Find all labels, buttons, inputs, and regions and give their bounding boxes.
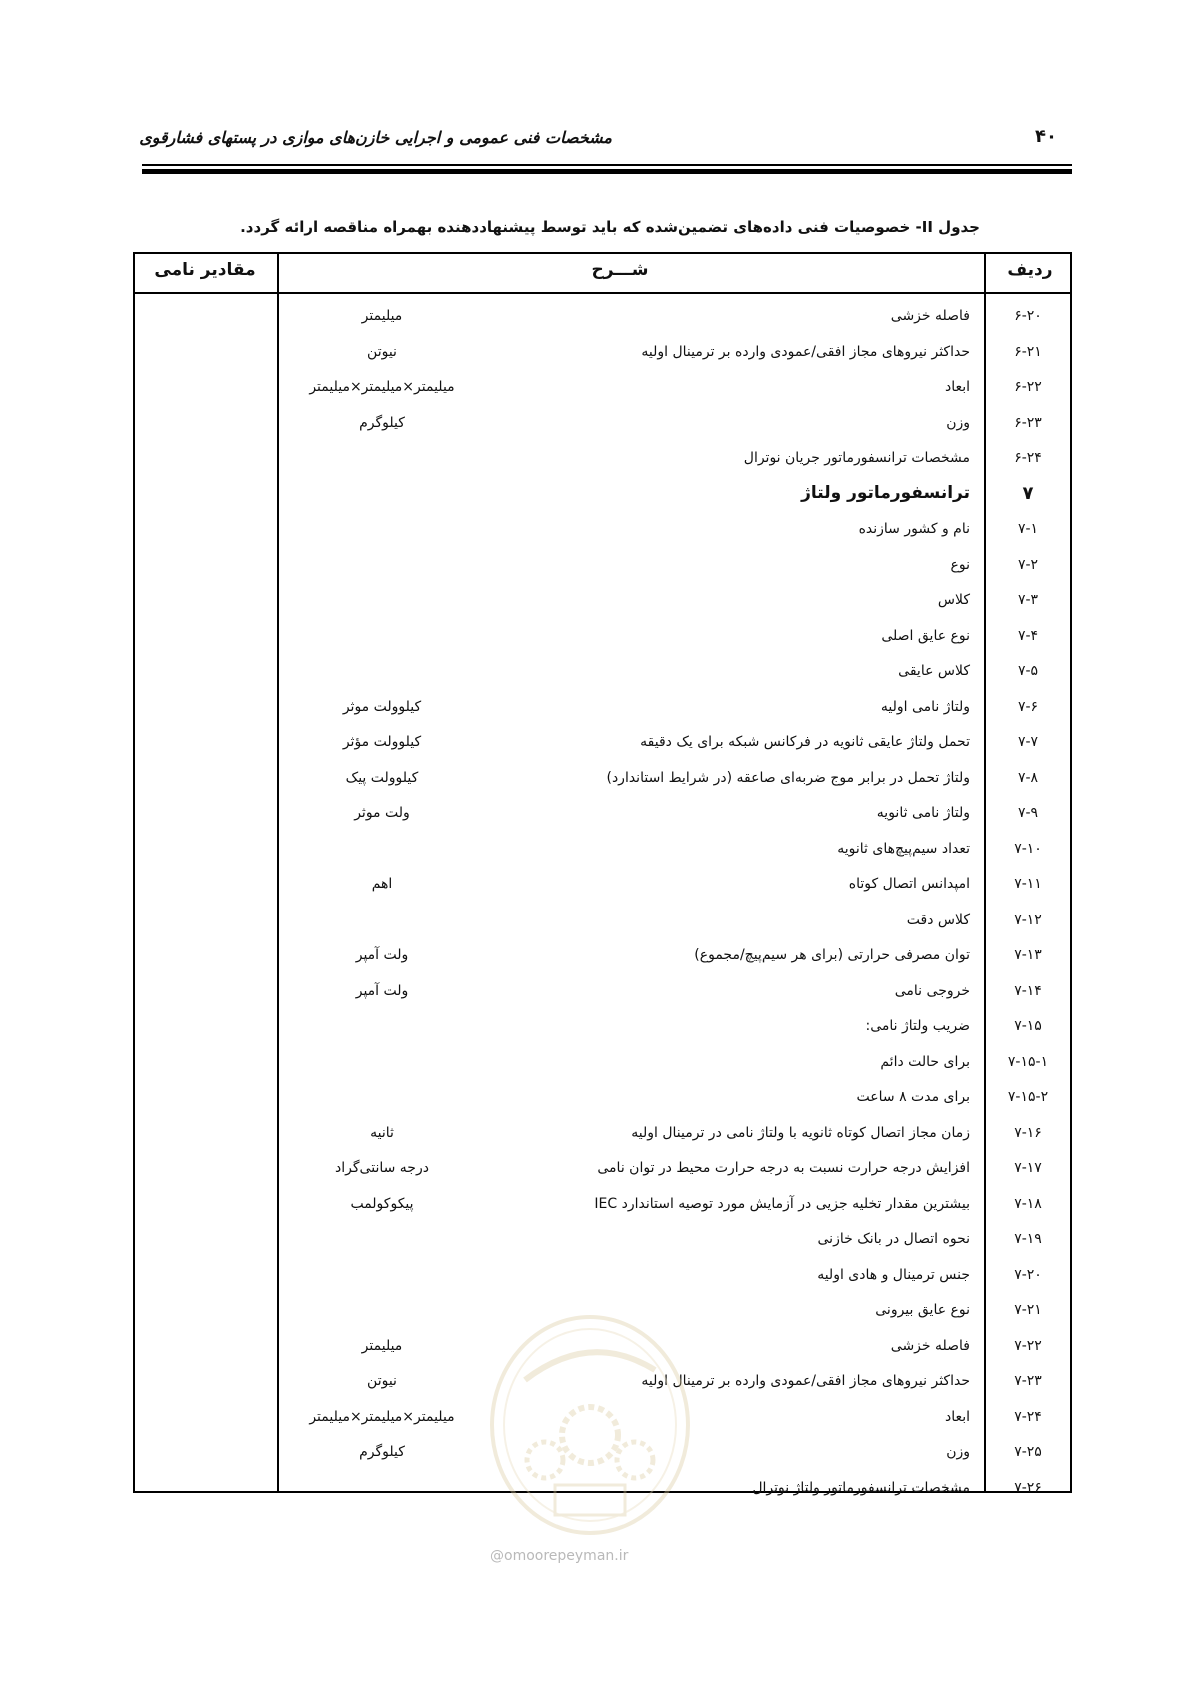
row-unit: کیلوولت مؤثر [342, 734, 422, 750]
table-row [0, 1223, 1190, 1259]
row-description: تحمل ولتاژ عایقی ثانویه در فرکانس شبکه برای یک دقیقه [640, 734, 970, 750]
table-row [0, 1010, 1190, 1046]
row-number: ۷-۶ [1017, 698, 1039, 715]
table-row [0, 1081, 1190, 1117]
table-row [0, 975, 1190, 1011]
table-row [0, 549, 1190, 585]
at-icon: @ [490, 1548, 504, 1564]
row-number: ۶-۲۱ [1014, 343, 1042, 360]
header-description: شـــرح [591, 260, 649, 280]
row-description: زمان مجاز اتصال کوتاه ثانویه با ولتاژ نامی در ترمینال اولیه [631, 1124, 970, 1141]
row-description: کلاس عایقی [898, 663, 970, 679]
row-number: ۶-۲۴ [1014, 450, 1042, 466]
table-row [0, 939, 1190, 975]
row-number: ۷-۱۴ [1014, 982, 1042, 999]
table-row [0, 620, 1190, 656]
row-description: حداکثر نیروهای مجاز افقی/عمودی وارده بر ترمینال اولیه [641, 343, 970, 360]
row-description: نام و کشور سازنده [858, 521, 970, 537]
page-number: ۴۰ [1035, 126, 1057, 147]
table-row [0, 300, 1190, 336]
row-unit: ولت آمپر [355, 947, 409, 963]
table-row [0, 833, 1190, 869]
table-row [0, 691, 1190, 727]
watermark-text: @omoorepeyman.ir [490, 1548, 629, 1564]
row-number: ۷-۹ [1017, 805, 1039, 821]
row-unit: ولت آمپر [355, 982, 409, 999]
row-description: برای مدت ۸ ساعت [856, 1089, 970, 1105]
row-number: ۷-۴ [1017, 627, 1039, 644]
row-number: ۷-۱ [1017, 521, 1039, 537]
row-number: ۷-۸ [1017, 769, 1039, 786]
table-row [0, 1152, 1190, 1188]
row-unit: میلیمتر×میلیمتر×میلیمتر [309, 379, 455, 395]
row-number: ۷-۱۷ [1014, 1160, 1042, 1176]
row-description: امپدانس اتصال کوتاه [848, 876, 970, 892]
header-row-divider [133, 292, 1072, 294]
row-number: ۷-۱۱ [1014, 876, 1042, 892]
row-description: بیشترین مقدار تخلیه جزیی در آزمایش مورد توصیه استاندارد IEC [594, 1195, 970, 1212]
table-row [0, 904, 1190, 940]
table-row [0, 1046, 1190, 1082]
table-row [0, 442, 1190, 478]
row-description: نوع عایق بیرونی [875, 1302, 970, 1318]
table-row [0, 336, 1190, 372]
header-nominal-values: مقادیر نامی [154, 260, 256, 280]
row-description: توان مصرفی حرارتی (برای هر سیم‌پیچ/مجموع) [694, 947, 970, 963]
row-description: نحوه اتصال در بانک خازنی [817, 1231, 970, 1247]
row-number: ۶-۲۲ [1014, 379, 1042, 395]
table-row [0, 371, 1190, 407]
header-rule-thick [142, 169, 1072, 174]
table-caption: جدول II- خصوصیات فنی داده‌های تضمین‌شده که باید توسط پیشنهاددهنده بهمراه مناقصه ارائه گردد. [240, 218, 980, 236]
row-description: ولتاژ نامی ثانویه [876, 805, 970, 821]
table-row [0, 868, 1190, 904]
row-description: کلاس دقت [906, 911, 970, 928]
row-number: ۷ [1022, 482, 1034, 504]
row-description: حداکثر نیروهای مجاز افقی/عمودی وارده بر ترمینال اولیه [641, 1373, 970, 1389]
table-row [0, 726, 1190, 762]
table-row [0, 797, 1190, 833]
row-description: ضریب ولتاژ نامی: [865, 1018, 970, 1034]
row-number: ۷-۱۰ [1014, 840, 1042, 857]
row-description: فاصله خزشی [890, 308, 970, 324]
table-row [0, 655, 1190, 691]
row-description: ابعاد [944, 379, 970, 395]
row-description: برای حالت دائم [880, 1053, 970, 1070]
row-unit: کیلوولت پیک [345, 769, 419, 786]
header-row-no: ردیف [1007, 260, 1053, 280]
row-unit: نیوتن [367, 343, 397, 360]
row-number: ۷-۵ [1017, 663, 1039, 679]
watermark-logo [485, 1310, 695, 1540]
row-number: ۷-۲۰ [1014, 1266, 1042, 1283]
row-number: ۷-۲۳ [1014, 1373, 1042, 1389]
row-unit: میلیمتر [361, 308, 403, 324]
row-number: ۷-۱۵ [1014, 1018, 1042, 1034]
row-description: نوع [950, 556, 970, 573]
row-number: ۷-۷ [1017, 734, 1039, 750]
row-unit: ولت موثر [354, 805, 410, 821]
row-description: وزن [946, 414, 970, 431]
row-description: خروجی نامی [894, 982, 970, 999]
row-number: ۷-۲۲ [1014, 1337, 1042, 1354]
row-description: ابعاد [944, 1408, 970, 1425]
row-number: ۷-۲ [1017, 556, 1039, 573]
row-number: ۷-۱۸ [1014, 1195, 1042, 1212]
page-header-title: مشخصات فنی عمومی و اجرایی خازن‌های موازی در پستهای فشارقوی [139, 128, 612, 147]
row-description: ولتاژ نامی اولیه [880, 698, 970, 715]
row-unit: میلیمتر×میلیمتر×میلیمتر [309, 1408, 455, 1425]
row-unit: اهم [371, 876, 393, 892]
row-number: ۶-۲۰ [1014, 308, 1042, 324]
row-number: ۷-۳ [1017, 592, 1039, 608]
row-description: تعداد سیم‌پیچ‌های ثانویه [837, 840, 970, 857]
table-row [0, 1117, 1190, 1153]
row-description: مشخصات ترانسفورماتور جریان نوترال [743, 450, 970, 466]
row-number: ۷-۲۱ [1014, 1302, 1042, 1318]
row-description: جنس ترمینال و هادی اولیه [817, 1266, 970, 1283]
row-description: مشخصات ترانسفورماتور ولتاژ نوترال [752, 1479, 970, 1496]
table-row [0, 407, 1190, 443]
header-rule-thin [142, 164, 1072, 166]
table-row [0, 1188, 1190, 1224]
table-row [0, 1259, 1190, 1295]
table-row [0, 513, 1190, 549]
row-number: ۷-۱۶ [1014, 1124, 1042, 1141]
row-unit: کیلوگرم [359, 414, 405, 431]
row-unit: ثانیه [370, 1124, 394, 1141]
row-number: ۷-۱۵-۱ [1007, 1053, 1049, 1070]
row-unit: کیلوولت موثر [342, 698, 422, 715]
row-number: ۷-۲۶ [1014, 1479, 1042, 1496]
row-unit: میلیمتر [361, 1337, 403, 1354]
row-description: فاصله خزشی [890, 1337, 970, 1354]
table-row [0, 762, 1190, 798]
row-number: ۷-۱۲ [1014, 911, 1042, 928]
row-unit: کیلوگرم [359, 1444, 405, 1460]
row-description: افزایش درجه حرارت نسبت به درجه حرارت محیط در توان نامی [597, 1160, 970, 1176]
row-number: ۷-۱۹ [1014, 1231, 1042, 1247]
row-number: ۷-۱۵-۲ [1007, 1089, 1049, 1105]
row-description: وزن [946, 1444, 970, 1460]
row-unit: نیوتن [367, 1373, 397, 1389]
row-description: نوع عایق اصلی [881, 627, 970, 644]
table-row [0, 584, 1190, 620]
row-number: ۷-۲۴ [1014, 1408, 1042, 1425]
row-description: کلاس [937, 592, 970, 608]
row-description: ترانسفورماتور ولتاژ [801, 482, 970, 503]
row-number: ۷-۱۳ [1014, 947, 1042, 963]
row-description: ولتاژ تحمل در برابر موج ضربه‌ای صاعقه (در شرایط استاندارد) [606, 769, 970, 786]
table-row [0, 478, 1190, 514]
row-unit: پیکوکولمب [350, 1195, 414, 1212]
row-number: ۶-۲۳ [1014, 414, 1042, 431]
row-unit: درجه سانتی‌گراد [335, 1160, 429, 1176]
row-number: ۷-۲۵ [1014, 1444, 1042, 1460]
